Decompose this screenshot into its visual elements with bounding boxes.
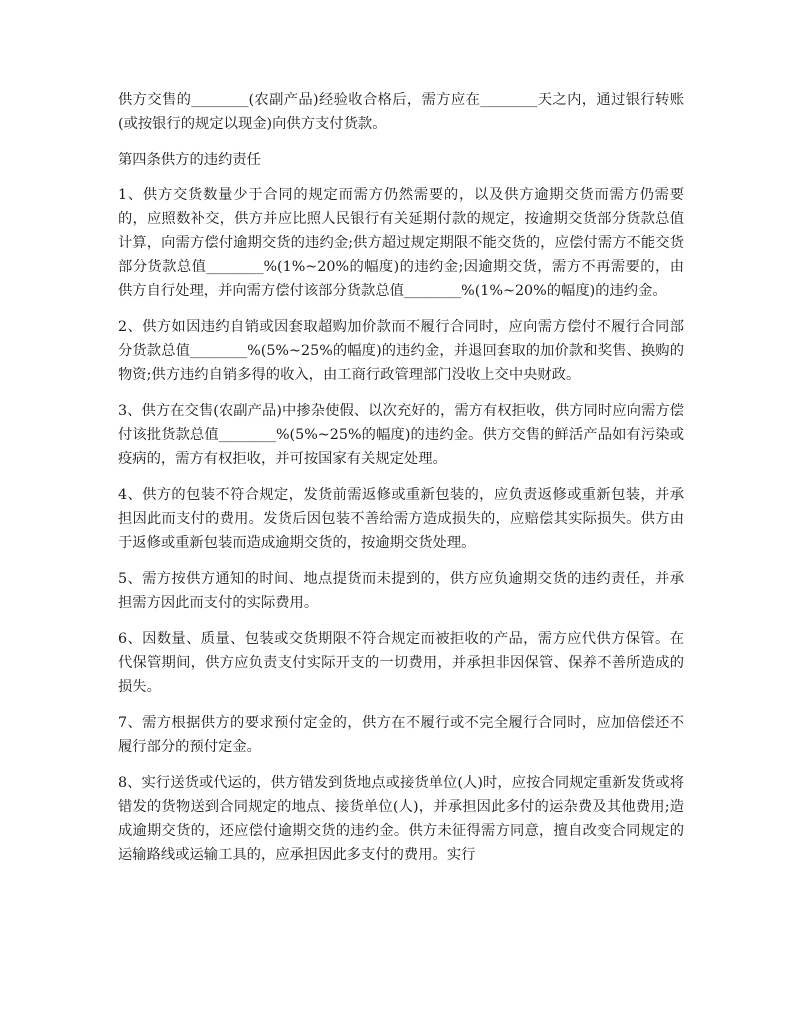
clause-1-paragraph: 1、供方交货数量少于合同的规定而需方仍然需要的，以及供方逾期交货而需方仍需要的，应照数补交，供方并应比照人民银行有关延期付款的规定，按逾期交货部分货款总值计算，向需方偿付逾期交货的违约金;供方超过规定期限不能交货的，应偿付需方不能交货部分货款总值________%(1%~20%的幅度)的违约金;因逾期交货，需方不再需要的，由供方自行处理，并向需方偿付该部分货款总值________%(1%~20%的幅度)的违约金。 (118, 187, 684, 299)
document-page (118, 88, 684, 879)
clause-5-paragraph: 5、需方按供方通知的时间、地点提货而未提到的，供方应负逾期交货的违约责任，并承担需方因此而支付的实际费用。 (118, 571, 684, 611)
section-heading: 第四条供方的违约责任 (118, 152, 261, 168)
payment-terms-paragraph: 供方交售的________(农副产品)经验收合格后，需方应在________天之内，通过银行转账(或按银行的规定以现金)向供方支付货款。 (118, 92, 684, 132)
clause-3-paragraph: 3、供方在交售(农副产品)中掺杂使假、以次充好的，需方有权拒收，供方同时应向需方偿付该批货款总值________%(5%~25%的幅度)的违约金。供方交售的鲜活产品如有污染或疫病的，需方有权拒收，并可按国家有关规定处理。 (118, 403, 684, 467)
clause-7-paragraph: 7、需方根据供方的要求预付定金的，供方在不履行或不完全履行合同时，应加倍偿还不履行部分的预付定金。 (118, 715, 684, 755)
clause-8-paragraph: 8、实行送货或代运的，供方错发到货地点或接货单位(人)时，应按合同规定重新发货或将错发的货物送到合同规定的地点、接货单位(人)，并承担因此多付的运杂费及其他费用;造成逾期交货的，还应偿付逾期交货的违约金。供方未征得需方同意，擅自改变合同规定的运输路线或运输工具的，应承担因此多支付的费用。实行 (118, 775, 684, 863)
clause-6-paragraph: 6、因数量、质量、包装或交货期限不符合规定而被拒收的产品，需方应代供方保管。在代保管期间，供方应负责支付实际开支的一切费用，并承担非因保管、保养不善所造成的损失。 (118, 631, 684, 695)
clause-2-paragraph: 2、供方如因违约自销或因套取超购加价款而不履行合同时，应向需方偿付不履行合同部分货款总值________%(5%~25%的幅度)的违约金，并退回套取的加价款和奖售、换购的物资;供方违约自销多得的收入，由工商行政管理部门没收上交中央财政。 (118, 319, 684, 383)
clause-4-paragraph: 4、供方的包装不符合规定，发货前需返修或重新包装的，应负责返修或重新包装，并承担因此而支付的费用。发货后因包装不善给需方造成损失的，应赔偿其实际损失。供方由于返修或重新包装而造成逾期交货的，按逾期交货处理。 (118, 487, 684, 551)
